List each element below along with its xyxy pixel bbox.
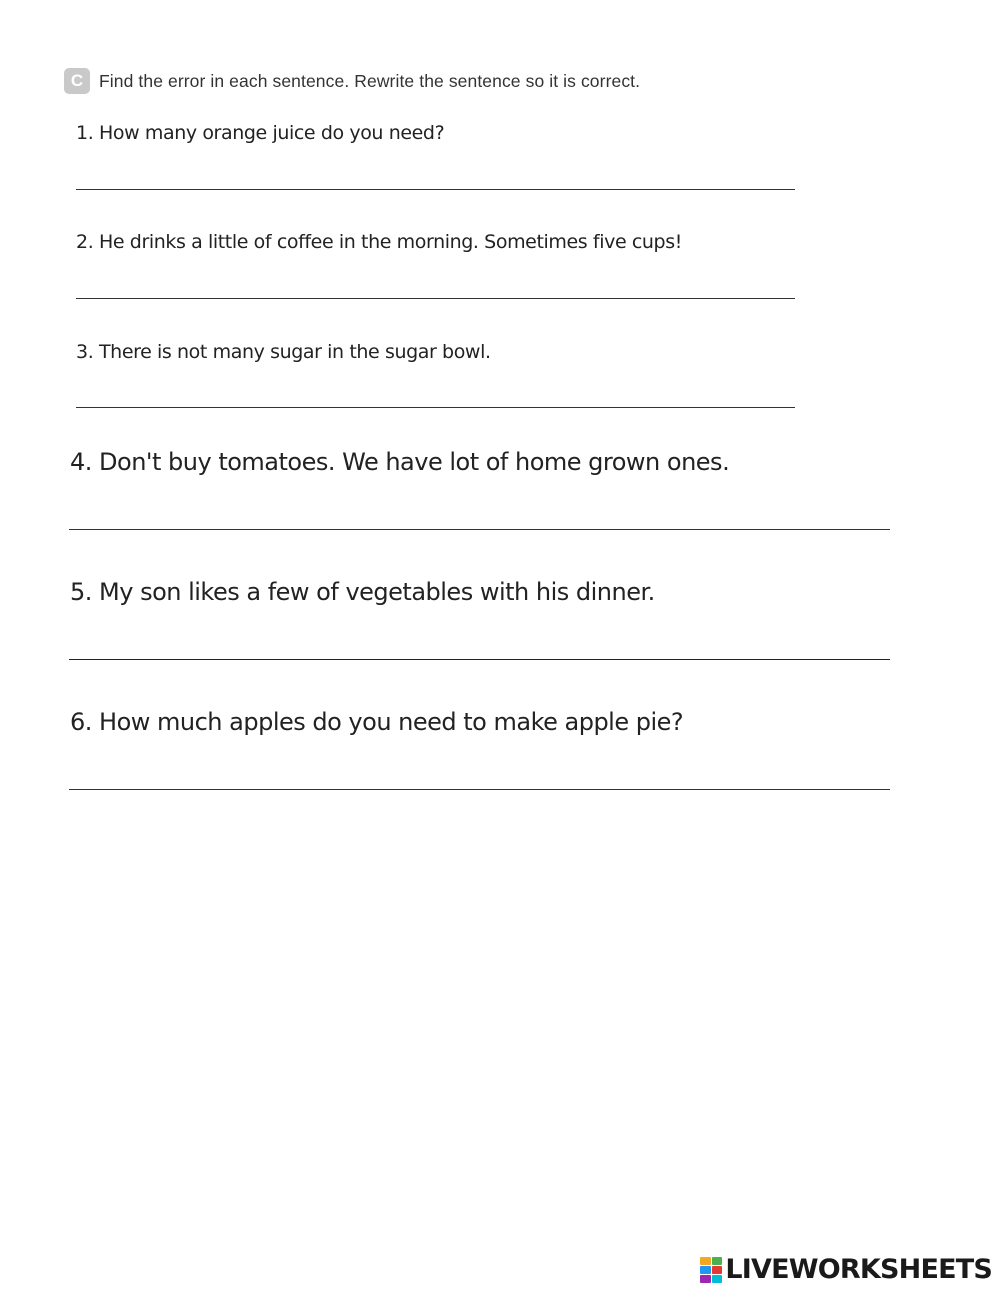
logo-square-1 [700,1257,711,1265]
sentence-2: 2. He drinks a little of coffee in the morning. Sometimes five cups! [76,231,682,253]
logo-square-5 [700,1275,711,1283]
sentence-4: 4. Don't buy tomatoes. We have lot of home grown ones. [70,448,730,476]
liveworksheets-logo [700,1254,992,1285]
logo-grid-icon [700,1257,722,1283]
answer-line-3[interactable] [76,407,795,408]
sentence-3: 3. There is not many sugar in the sugar bowl. [76,341,491,363]
answer-line-4[interactable] [69,529,890,530]
answer-line-5[interactable] [69,659,890,660]
logo-square-4 [712,1266,723,1274]
instruction [64,68,640,94]
sentence-5: 5. My son likes a few of vegetables with his dinner. [70,578,655,606]
answer-line-1[interactable] [76,189,795,190]
logo-square-2 [712,1257,723,1265]
sentence-1: 1. How many orange juice do you need? [76,122,445,144]
sentence-6: 6. How much apples do you need to make apple pie? [70,708,684,736]
answer-line-6[interactable] [69,789,890,790]
logo-square-3 [700,1266,711,1274]
logo-square-6 [712,1275,723,1283]
answer-line-2[interactable] [76,298,795,299]
section-badge: C [64,68,90,94]
brand-name: LIVEWORKSHEETS [725,1254,992,1285]
instruction-text: Find the error in each sentence. Rewrite the sentence so it is correct. [99,70,641,91]
